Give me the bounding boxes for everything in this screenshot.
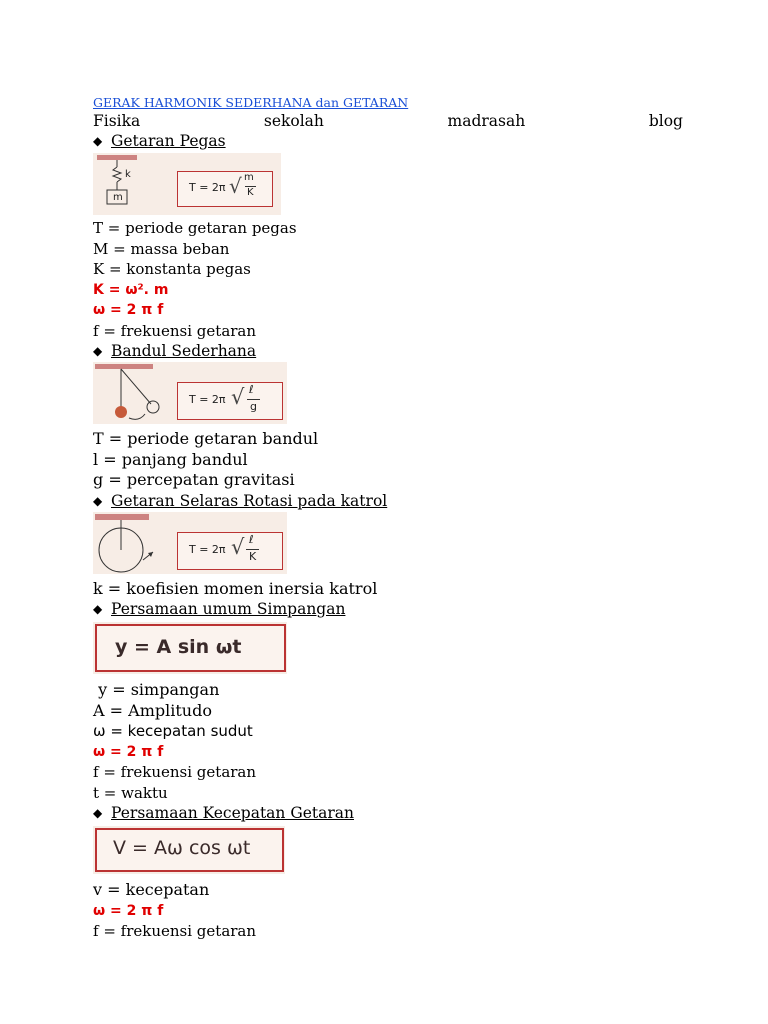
diamond-bullet-icon: ◆ (93, 806, 103, 820)
title-link-row (93, 92, 683, 111)
section-heading-kecepatan: ◆ Persamaan Kecepatan Getaran (93, 804, 354, 822)
definition-line: f = frekuensi getaran (93, 922, 257, 940)
spring-constant-label: k (125, 169, 131, 180)
pulley-figure (93, 512, 287, 574)
sqrt-icon: √ (231, 534, 245, 559)
definition-line: t = waktu (93, 783, 168, 802)
sqrt-icon: √ (231, 385, 245, 409)
header-word: Fisika (93, 112, 141, 130)
definition-line: T = periode getaran pegas (93, 219, 297, 237)
definition-line: g = percepatan gravitasi (93, 470, 295, 489)
diamond-bullet-icon: ◆ (93, 602, 103, 616)
definition-line: k = koefisien momen inersia katrol (93, 578, 378, 598)
title-link[interactable]: GERAK HARMONIK SEDERHANA dan GETARAN (93, 95, 409, 110)
section-heading-bandul: ◆ Bandul Sederhana (93, 342, 257, 360)
definition-line: f = frekuensi getaran (93, 321, 257, 340)
pendulum-formula-lhs: T = 2π (189, 393, 226, 406)
spring-figure (93, 153, 281, 215)
definition-line: l = panjang bandul (93, 449, 248, 469)
formula-line-red: ω = 2 π f (93, 743, 164, 760)
pendulum-formula-num: ℓ (249, 383, 254, 396)
displacement-equation: y = A sin ωt (115, 636, 242, 658)
definition-line: M = massa beban (93, 239, 230, 258)
section-heading-simpangan: ◆ Persamaan umum Simpangan (93, 600, 346, 618)
pulley-formula-num: ℓ (249, 532, 254, 546)
definition-line: v = kecepatan (93, 880, 210, 899)
mass-label: m (113, 192, 123, 203)
section-heading-katrol: ◆ Getaran Selaras Rotasi pada katrol (93, 491, 388, 510)
bandul-definitions (93, 429, 683, 491)
header-word: madrasah (447, 112, 526, 130)
pendulum-figure (93, 362, 287, 424)
definition-line: A = Amplitudo (93, 700, 212, 720)
definition-line: ω = kecepatan sudut (93, 722, 253, 740)
spring-formula-num: m (244, 172, 254, 183)
pegas-definitions (93, 218, 683, 341)
simpangan-definitions (93, 680, 683, 803)
header-word: sekolah (263, 112, 324, 130)
formula-line-red: ω = 2 π f (93, 302, 164, 318)
spring-formula-den: K (247, 187, 254, 198)
diamond-bullet-icon: ◆ (93, 344, 103, 358)
diamond-bullet-icon: ◆ (93, 134, 103, 148)
pulley-formula-den: K (246, 549, 259, 563)
kecepatan-definitions (93, 880, 683, 942)
formula-line-red: K = ω². m (93, 281, 169, 298)
velocity-equation: V = Aω cos ωt (113, 837, 251, 859)
spring-formula-lhs: T = 2π (189, 181, 226, 194)
velocity-equation-figure (93, 826, 285, 874)
formula-line-red: ω = 2 π f (93, 902, 164, 919)
pendulum-formula-den: g (247, 399, 260, 413)
header-word: blog (648, 112, 683, 130)
document-page (93, 92, 683, 942)
definition-line: f = frekuensi getaran (93, 763, 257, 781)
header-words (93, 111, 683, 131)
katrol-definitions (93, 579, 683, 600)
displacement-equation-figure (93, 622, 287, 674)
diamond-bullet-icon: ◆ (93, 493, 103, 508)
sqrt-icon: √ (229, 174, 242, 198)
section-heading-pegas: ◆ Getaran Pegas (93, 132, 226, 150)
pulley-formula-lhs: T = 2π (189, 542, 226, 556)
definition-line: y = simpangan (93, 680, 220, 699)
definition-line: T = periode getaran bandul (93, 429, 319, 448)
definition-line: K = konstanta pegas (93, 260, 251, 278)
